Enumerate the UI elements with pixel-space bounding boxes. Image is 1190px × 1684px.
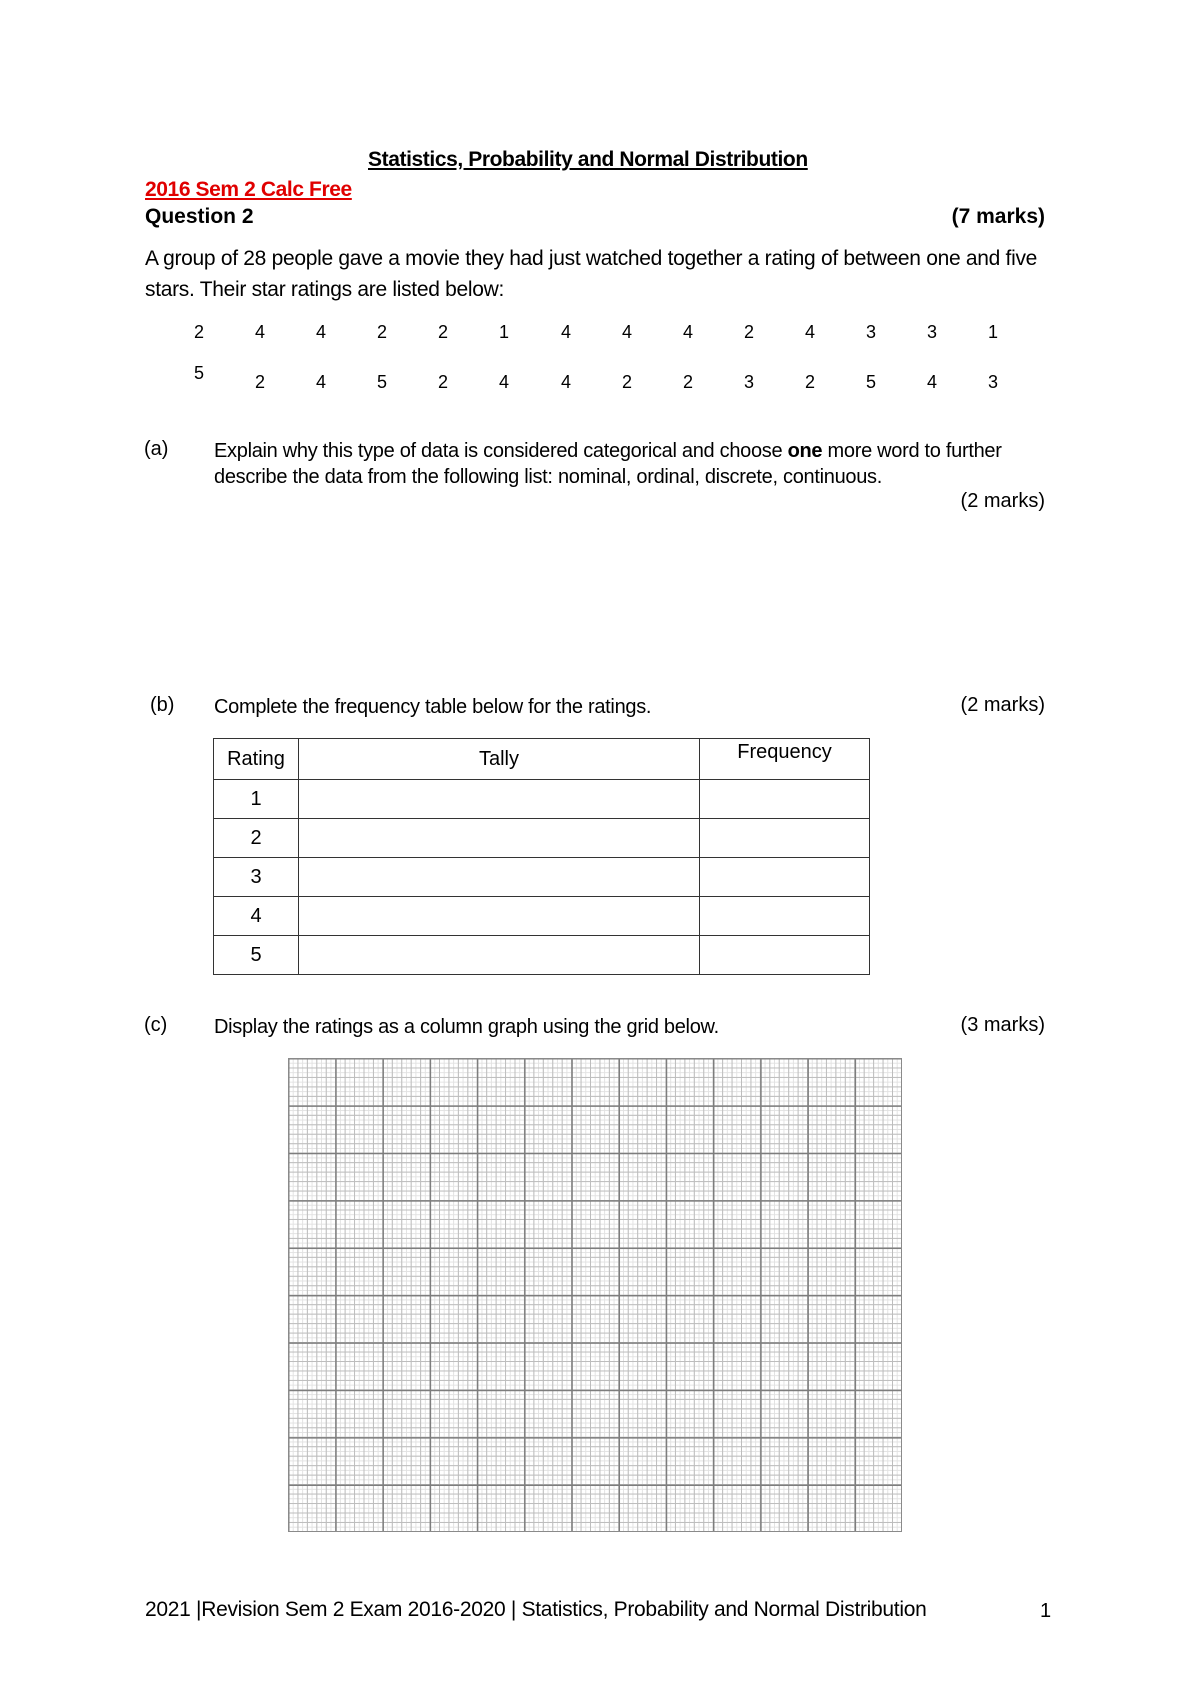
rating-value: 2: [376, 322, 387, 342]
rating-value: 4: [560, 322, 571, 342]
rating-cell: 4: [214, 897, 299, 936]
rating-value: 4: [560, 372, 571, 392]
part-a-text-start: Explain why this type of data is considered categorical and choose: [214, 440, 788, 462]
frequency-cell[interactable]: [700, 936, 870, 975]
question-total-marks: (7 marks): [951, 205, 1045, 228]
rating-cell: 3: [214, 858, 299, 897]
header-tally: Tally: [299, 739, 700, 780]
frequency-cell[interactable]: [700, 858, 870, 897]
rating-value: 5: [376, 372, 387, 392]
frequency-cell[interactable]: [700, 819, 870, 858]
rating-value: 5: [193, 363, 204, 383]
tally-cell[interactable]: [299, 936, 700, 975]
rating-value: 2: [804, 372, 815, 392]
frequency-table: [213, 738, 870, 975]
part-a-label: (a): [144, 438, 169, 460]
tally-cell[interactable]: [299, 897, 700, 936]
rating-value: 2: [193, 322, 204, 342]
part-b-label: (b): [150, 694, 175, 716]
part-c-text: Display the ratings as a column graph using the grid below.: [214, 1016, 719, 1038]
rating-value: 2: [437, 372, 448, 392]
part-a-marks: (2 marks): [960, 490, 1045, 512]
rating-value: 4: [926, 372, 937, 392]
rating-value: 3: [743, 372, 754, 392]
part-a-bold-word: one: [787, 440, 823, 462]
table-header-row: [214, 739, 870, 780]
part-c-marks: (3 marks): [960, 1014, 1045, 1036]
rating-value: 4: [254, 322, 265, 342]
part-b-text: Complete the frequency table below for the ratings.: [214, 696, 652, 718]
rating-value: 4: [621, 322, 632, 342]
table-row: [214, 936, 870, 975]
rating-value: 4: [804, 322, 815, 342]
rating-value: 2: [621, 372, 632, 392]
table-row: [214, 897, 870, 936]
rating-value: 1: [987, 322, 998, 342]
rating-cell: 1: [214, 780, 299, 819]
tally-cell[interactable]: [299, 819, 700, 858]
frequency-cell[interactable]: [700, 897, 870, 936]
part-c-label: (c): [144, 1014, 168, 1036]
rating-cell: 2: [214, 819, 299, 858]
tally-cell[interactable]: [299, 858, 700, 897]
rating-value: 2: [682, 372, 693, 392]
tally-cell[interactable]: [299, 780, 700, 819]
header-frequency: Frequency: [700, 739, 870, 780]
part-b-marks: (2 marks): [960, 694, 1045, 716]
rating-value: 2: [437, 322, 448, 342]
rating-value: 4: [315, 322, 326, 342]
table-row: [214, 858, 870, 897]
rating-value: 4: [315, 372, 326, 392]
rating-value: 5: [865, 372, 876, 392]
rating-value: 3: [865, 322, 876, 342]
rating-cell: 5: [214, 936, 299, 975]
rating-value: 2: [254, 372, 265, 392]
page-number: 1: [1040, 1600, 1052, 1622]
rating-value: 4: [682, 322, 693, 342]
part-a-text: [214, 438, 1054, 490]
question-label: Question 2: [145, 205, 254, 228]
table-row: [214, 819, 870, 858]
graph-paper-grid[interactable]: [288, 1058, 902, 1532]
part-a-text-end: more word to further describe the data from the following list: nominal, ordinal, discrete, continuous.: [214, 440, 1002, 488]
frequency-cell[interactable]: [700, 780, 870, 819]
document-title: Statistics, Probability and Normal Distribution: [368, 148, 808, 171]
page-footer: 2021 |Revision Sem 2 Exam 2016-2020 | Statistics, Probability and Normal Distribution: [145, 1598, 927, 1621]
rating-value: 4: [498, 372, 509, 392]
source-link[interactable]: 2016 Sem 2 Calc Free: [145, 178, 352, 201]
rating-value: 1: [498, 322, 509, 342]
header-rating: Rating: [214, 739, 299, 780]
rating-value: 3: [926, 322, 937, 342]
rating-value: 2: [743, 322, 754, 342]
rating-value: 3: [987, 372, 998, 392]
question-intro: A group of 28 people gave a movie they had just watched together a rating of between one and five stars. Their star ratings are listed below:: [145, 247, 1038, 301]
table-row: [214, 780, 870, 819]
